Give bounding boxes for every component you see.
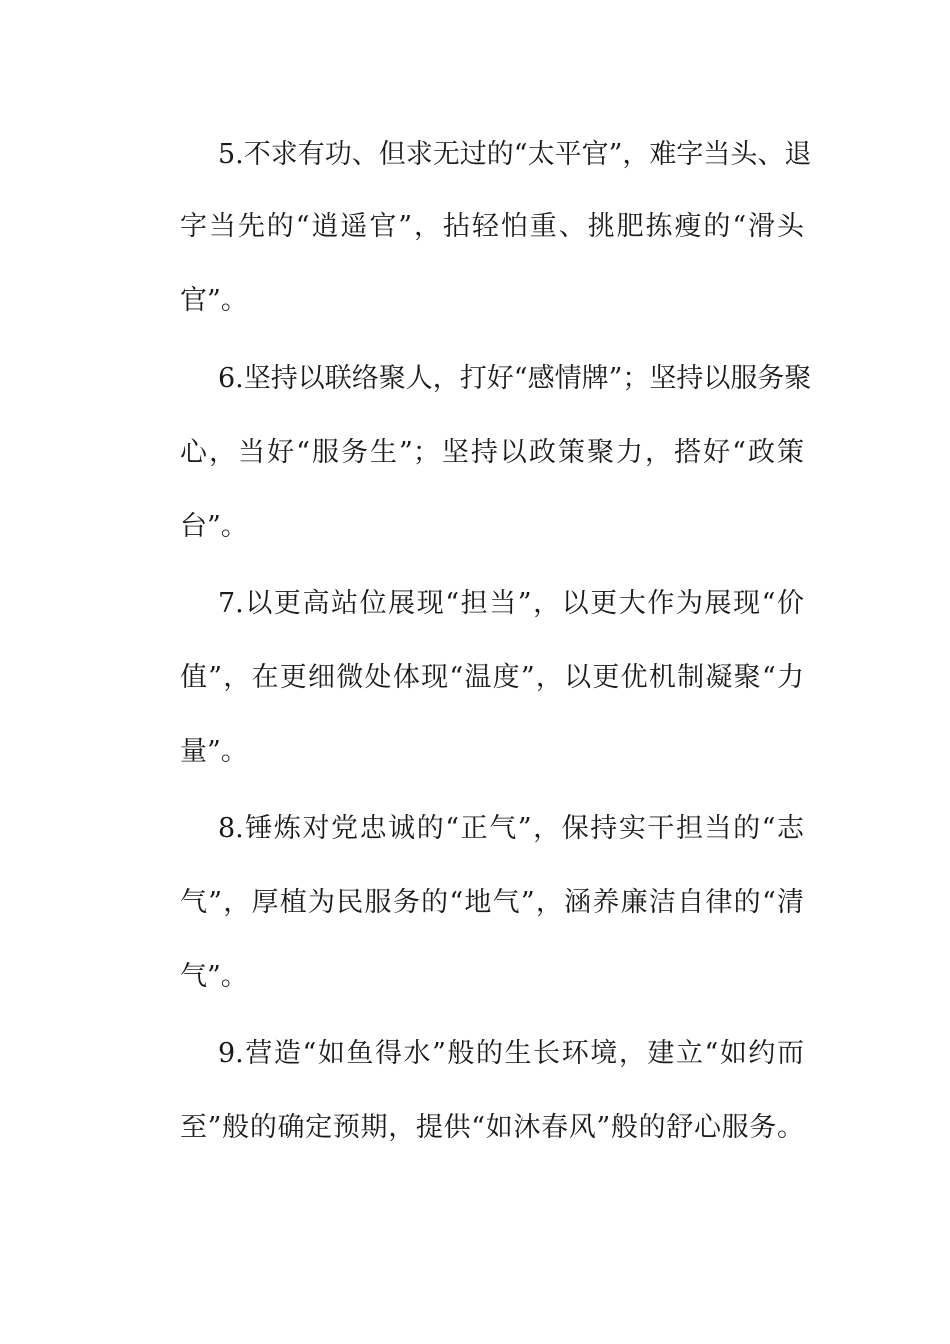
paragraph-5-line-1: 5.不求有功、但求无过的“太平官”，难字当头、退: [218, 139, 812, 170]
paragraph-9-line-2: 至”般的确定预期，提供“如沐春风”般的舒心服务。: [180, 1112, 804, 1143]
paragraph-5-line-2: 字当先的“逍遥官”，拈轻怕重、挑肥拣瘦的“滑头: [180, 211, 804, 242]
paragraph-9-line-1: 9.营造“如鱼得水”般的生长环境，建立“如约而: [218, 1038, 804, 1069]
paragraph-5-line-3: 官”。: [180, 285, 248, 316]
paragraph-6-line-3: 台”。: [180, 511, 248, 542]
paragraph-6-line-1: 6.坚持以联络聚人，打好“感情牌”；坚持以服务聚: [218, 363, 812, 394]
paragraph-8-line-3: 气”。: [180, 961, 248, 992]
paragraph-6-line-2: 心，当好“服务生”；坚持以政策聚力，搭好“政策: [180, 437, 804, 468]
paragraph-8-line-2: 气”，厚植为民服务的“地气”，涵养廉洁自律的“清: [180, 887, 804, 918]
paragraph-7-line-1: 7.以更高站位展现“担当”，以更大作为展现“价: [218, 588, 804, 619]
paragraph-7-line-2: 值”，在更细微处体现“温度”，以更优机制凝聚“力: [180, 662, 804, 693]
paragraph-7-line-3: 量”。: [180, 736, 248, 767]
paragraph-8-line-1: 8.锤炼对党忠诚的“正气”，保持实干担当的“志: [218, 813, 804, 844]
